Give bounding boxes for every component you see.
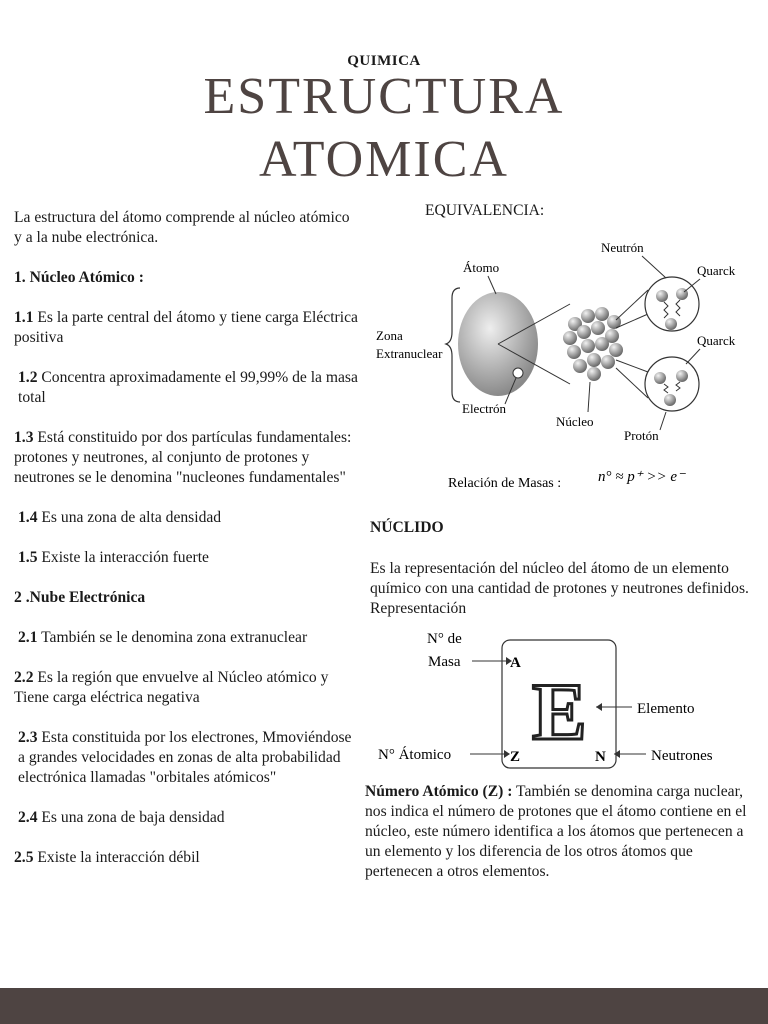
nube-item: 2.5 Existe la interacción débil xyxy=(14,849,200,866)
nube-item: 2.2 Es la región que envuelve al Núcleo atómico y Tiene carga eléctrica negativa xyxy=(14,669,329,706)
nucleo-item: 1.1 Es la parte central del átomo y tiene carga Eléctrica positiva xyxy=(14,309,358,346)
atom-structure-diagram xyxy=(370,232,750,497)
n-symbol: N xyxy=(595,749,606,765)
nube-item: 2.1 También se le denomina zona extranuclear xyxy=(18,629,308,646)
relacion-label: Relación de Masas : xyxy=(448,476,562,491)
nuclide-notation-diagram xyxy=(370,625,750,775)
left-column xyxy=(14,208,359,888)
nube-item: 2.3 Esta constituida por los electrones, Mmoviéndose a grandes velocidades en zonas de alta probabilidad electrónica llamadas "orbitales atómicos" xyxy=(18,729,352,786)
masa-label-line1: N° de xyxy=(427,631,462,647)
neutron-label: Neutrón xyxy=(601,240,644,255)
intro-paragraph: La estructura del átomo comprende al núcleo atómico y a la nube electrónica. xyxy=(14,209,350,246)
numero-atomico-term: Número Atómico (Z) : xyxy=(365,783,513,800)
nucleus-cluster xyxy=(563,307,623,381)
nucleo-label: Núcleo xyxy=(556,414,594,429)
page-title-line2: ATOMICA xyxy=(259,131,509,188)
a-symbol: A xyxy=(510,655,521,671)
relacion-formula: n° ≈ p⁺ >> e⁻ xyxy=(598,469,685,485)
page-title-line1: ESTRUCTURA xyxy=(203,68,565,125)
e-symbol: E xyxy=(532,666,587,757)
quarck-label-2: Quarck xyxy=(697,333,736,348)
atomico-label: N° Átomico xyxy=(378,747,452,763)
proton-label: Protón xyxy=(624,428,659,443)
electron-label: Electrón xyxy=(462,401,507,416)
subject-label: QUIMICA xyxy=(347,53,421,69)
footer-bar xyxy=(0,988,768,1024)
masa-label-line2: Masa xyxy=(428,654,461,670)
electron-dot xyxy=(513,368,523,378)
nuclido-heading: NÚCLIDO xyxy=(370,519,444,536)
nucleo-item: 1.5 Existe la interacción fuerte xyxy=(18,549,209,566)
nucleo-item: 1.4 Es una zona de alta densidad xyxy=(18,509,222,526)
z-symbol: Z xyxy=(510,749,521,765)
elemento-label: Elemento xyxy=(637,701,695,717)
nucleo-item: 1.3 Está constituido por dos partículas fundamentales: protones y neutrones, al conjunto de protones y neutrones se le denomina "nucleones fundamentales" xyxy=(14,429,352,486)
nucleo-item: 1.2 Concentra aproximadamente el 99,99% de la masa total xyxy=(18,369,358,406)
equivalencia-heading: EQUIVALENCIA: xyxy=(425,202,545,219)
nuclido-paragraph: Es la representación del núcleo del átomo de un elemento químico con una cantidad de protones y neutrones definidos. Representación xyxy=(370,560,749,617)
atomo-label: Átomo xyxy=(463,260,500,275)
zona-label: Zona xyxy=(376,328,403,343)
quarck-label-1: Quarck xyxy=(697,263,736,278)
extranuclear-label: Extranuclear xyxy=(376,346,443,361)
numero-atomico-paragraph: Número Atómico (Z) : También se denomina carga nuclear, nos indica el número de protones que el átomo contiene en el núcleo, este número identifica a los átomos que pertenecen a un elemento y los diferencia de los otros átomos que pertenecen a otros elementos. xyxy=(365,783,747,880)
nube-heading: 2 .Nube Electrónica xyxy=(14,589,146,606)
neutrones-label: Neutrones xyxy=(651,748,713,764)
nube-item: 2.4 Es una zona de baja densidad xyxy=(18,809,225,826)
nucleo-heading: 1. Núcleo Atómico : xyxy=(14,269,144,286)
